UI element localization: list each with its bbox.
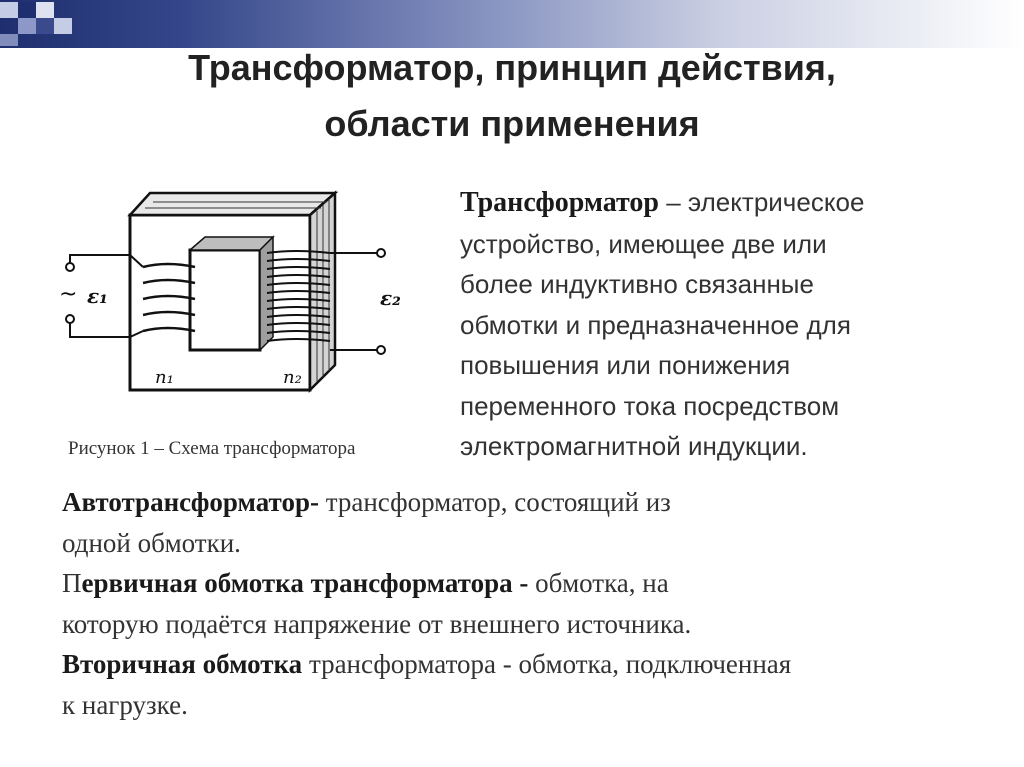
title-line-1: Трансформатор, принцип действия, — [188, 47, 836, 88]
label-e1: ε₁ — [87, 284, 108, 308]
definition-text: – электрическое — [659, 187, 865, 217]
autotransformer-text: трансформатор, состоящий из — [318, 487, 671, 517]
primary-text: обмотка, на — [528, 568, 669, 598]
secondary-terminal — [377, 346, 385, 354]
secondary-terminal — [377, 249, 385, 257]
primary-winding — [143, 264, 195, 331]
definition-line: обмотки и предназначенное для — [460, 309, 851, 340]
label-n2: n₂ — [283, 367, 302, 388]
decorative-square — [54, 18, 72, 34]
definition-line: электромагнитной индукции. — [460, 431, 808, 461]
core-top-face — [130, 193, 335, 215]
core-window — [190, 250, 260, 350]
definition-line: переменного тока посредством — [460, 390, 840, 421]
secondary-line-2: к нагрузке. — [62, 689, 188, 720]
decorative-square — [36, 18, 54, 34]
primary-term: ервичная обмотка трансформатора - — [81, 568, 529, 598]
ac-symbol: ~ — [59, 282, 78, 307]
figure-caption: Рисунок 1 – Схема трансформатора — [68, 438, 356, 459]
title-line-2: области применения — [324, 103, 700, 144]
decorative-square — [18, 18, 36, 34]
transformer-diagram — [55, 185, 415, 410]
secondary-term: Вторичная обмотка — [62, 649, 303, 679]
definition-term: Трансформатор — [460, 187, 660, 218]
autotransformer-line-2: одной обмотки. — [62, 527, 241, 558]
terms-section — [62, 482, 1012, 725]
definition-line: устройство, имеющее две или — [460, 228, 827, 259]
label-e2: ε₂ — [380, 286, 401, 310]
definition-line: более индуктивно связанные — [460, 269, 814, 299]
secondary-text: трансформатора - обмотка, подключенная — [302, 649, 792, 679]
primary-line-2: которую подаётся напряжение от внешнего источника. — [62, 608, 692, 639]
transformer-definition — [460, 182, 1000, 467]
definition-line: повышения или понижения — [460, 350, 791, 380]
autotransformer-line — [62, 482, 1012, 523]
label-n1: n₁ — [155, 367, 174, 388]
autotransformer-term: Автотрансформатор- — [62, 487, 319, 517]
primary-line — [62, 563, 1012, 604]
primary-terminal — [66, 315, 74, 323]
decorative-square — [18, 2, 36, 18]
definition-line — [460, 182, 1000, 224]
decorative-square — [36, 2, 54, 18]
secondary-line — [62, 644, 1012, 685]
decorative-square — [0, 2, 18, 18]
primary-prefix: П — [62, 568, 82, 598]
primary-terminal — [66, 263, 74, 271]
page-title — [0, 40, 1024, 152]
